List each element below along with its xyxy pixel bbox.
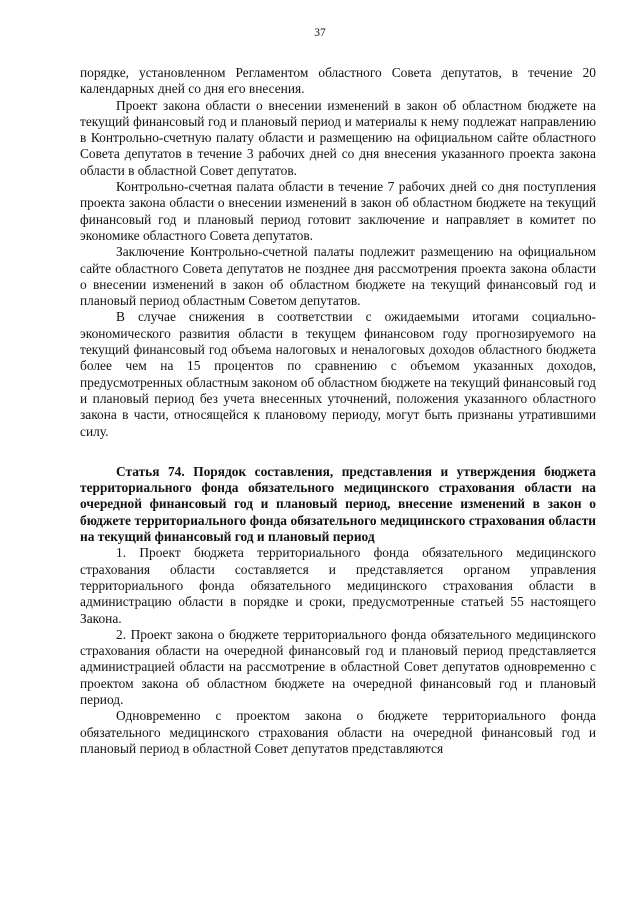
paragraph-conclusion-publication: Заключение Контрольно-счетной палаты подлежит размещению на официальном сайте областного Совета депутатов не позднее дня рассмотрения проекта закона области о внесении изменений в закон об областном бюджете на текущий финансовый год и плановый период областным Советом депутатов. (80, 244, 596, 309)
article-paragraph-1: 1. Проект бюджета территориального фонда обязательного медицинского страхования области составляется и представляется органом управления территориального фонда обязательного медицинского страхования области в администрацию области в порядке и сроки, предусмотренные статьей 55 настоящего Закона. (80, 545, 596, 626)
article-heading: Статья 74. Порядок составления, представления и утверждения бюджета территориального фонда обязательного медицинского страхования области на очередной финансовый год и плановый период, внесение изменений в закон о бюджете территориального фонда обязательного медицинского страхования области на текущий финансовый год и плановый период (80, 463, 596, 545)
page-number: 37 (314, 27, 326, 39)
paragraph-revenue-decrease: В случае снижения в соответствии с ожидаемыми итогами социально-экономического развития области в текущем финансовом году прогнозируемого на текущий финансовый год объема налоговых и неналоговых доходов областного бюджета более чем на 15 процентов по сравнению с объемом указанных доходов, предусмотренных областным законом об областном бюджете на текущий финансовый год и плановый период без учета внесенных уточнений, положения указанного областного закона в части, относящейся к плановому периоду, могут быть признаны утратившими силу. (80, 309, 596, 439)
paragraph-audit-chamber: Контрольно-счетная палата области в течение 7 рабочих дней со дня поступления проекта закона области о внесении изменений в закон об областном бюджете на текущий финансовый год и плановый период готовит заключение и направляет в комитет по экономике областного Совета депутатов. (80, 179, 596, 243)
article-paragraph-3: Одновременно с проектом закона о бюджете территориального фонда обязательного медицинского страхования области на очередной финансовый год и плановый период в областной Совет депутатов представляются (80, 708, 596, 756)
paragraph-continuation: порядке, установленном Регламентом областного Совета депутатов, в течение 20 календарных дней со дня его внесения. (80, 65, 596, 97)
article-paragraph-2: 2. Проект закона о бюджете территориального фонда обязательного медицинского страхования области на очередной финансовый год и плановый период представляется администрацией области на рассмотрение в областной Совет депутатов одновременно с проектом закона об областном бюджете на очередной финансовый год и плановый период. (80, 626, 596, 707)
paragraph-draft-submission: Проект закона области о внесении изменений в закон об областном бюджете на текущий финансовый год и плановый период и материалы к нему подлежат направлению в Контрольно-счетную палату области и размещению на официальном сайте областного Совета депутатов в течение 3 рабочих дней со дня внесения указанного проекта закона области в областной Совет депутатов. (80, 97, 596, 178)
section-gap (80, 440, 596, 464)
document-body (80, 65, 596, 757)
